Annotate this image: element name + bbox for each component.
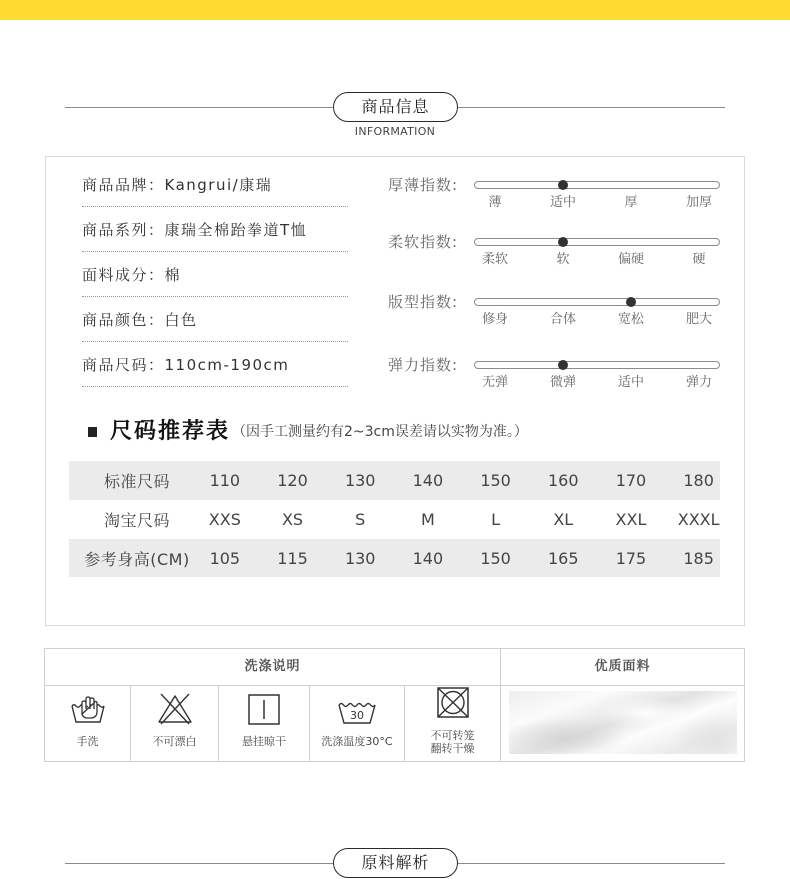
product-info-label: 商品尺码： bbox=[82, 356, 165, 374]
index-marker bbox=[558, 180, 568, 190]
index-label: 柔软指数: bbox=[388, 233, 459, 251]
care-item-label: 手洗 bbox=[76, 735, 99, 748]
product-info-value: 白色 bbox=[164, 311, 198, 329]
product-info-value: 康瑞全棉跆拳道T恤 bbox=[164, 221, 308, 239]
product-info-value: 棉 bbox=[164, 266, 182, 284]
product-info-value: 110cm-190cm bbox=[164, 356, 290, 374]
table-cell: 175 bbox=[615, 548, 647, 568]
row-header: 标准尺码 bbox=[103, 472, 170, 491]
table-cell: 110 bbox=[209, 471, 241, 490]
divider-line bbox=[65, 863, 333, 864]
care-item bbox=[45, 686, 131, 761]
index-level: 薄 bbox=[488, 195, 502, 210]
care-icons-row bbox=[45, 686, 500, 761]
table-cell: 150 bbox=[480, 471, 511, 490]
divider-line bbox=[65, 107, 333, 108]
index-level: 厚 bbox=[624, 195, 638, 210]
wash-temperature-text: 30 bbox=[350, 709, 364, 722]
index-track bbox=[474, 238, 720, 246]
product-info-label: 面料成分： bbox=[82, 266, 165, 284]
index-level: 适中 bbox=[549, 195, 576, 210]
index-label: 弹力指数: bbox=[388, 356, 459, 374]
index-softness bbox=[388, 231, 748, 271]
table-cell: XXS bbox=[208, 510, 241, 529]
product-info-panel bbox=[45, 156, 745, 626]
care-item-label: 悬挂晾干 bbox=[242, 735, 286, 748]
care-header-row bbox=[45, 649, 744, 686]
index-elasticity bbox=[388, 354, 748, 394]
table-cell: 140 bbox=[412, 548, 444, 568]
size-chart-title: 尺码推荐表 bbox=[110, 419, 231, 444]
index-level: 修身 bbox=[481, 312, 508, 327]
section-subtitle: INFORMATION bbox=[354, 125, 436, 138]
index-marker bbox=[558, 237, 568, 247]
index-level: 硬 bbox=[692, 252, 706, 267]
care-item bbox=[131, 686, 219, 761]
table-cell: 130 bbox=[344, 548, 376, 568]
divider-line bbox=[458, 863, 725, 864]
column-divider bbox=[500, 649, 501, 761]
index-scale bbox=[461, 354, 733, 394]
product-info-label: 商品品牌： bbox=[82, 176, 165, 194]
table-cell: 140 bbox=[412, 471, 444, 490]
row-header: 参考身高(CM) bbox=[84, 549, 190, 569]
product-info-row bbox=[82, 354, 348, 387]
care-item-label: 不可漂白 bbox=[152, 735, 197, 748]
product-info-row bbox=[82, 174, 348, 207]
index-level: 加厚 bbox=[685, 195, 712, 210]
product-info-row bbox=[82, 264, 348, 297]
index-level: 微弹 bbox=[549, 375, 576, 390]
table-cell: L bbox=[491, 510, 501, 529]
index-level: 合体 bbox=[549, 312, 576, 327]
table-cell: 130 bbox=[344, 471, 376, 490]
index-scale bbox=[461, 174, 733, 214]
no-tumble-dry-icon bbox=[432, 687, 474, 719]
index-level: 柔软 bbox=[481, 252, 508, 267]
index-fit bbox=[388, 291, 748, 331]
fabric-image bbox=[509, 691, 737, 754]
index-label: 版型指数: bbox=[388, 293, 459, 311]
table-cell: XXXL bbox=[677, 510, 720, 529]
index-levels bbox=[461, 311, 733, 329]
index-track bbox=[474, 361, 720, 369]
table-cell: 105 bbox=[209, 548, 241, 568]
table-cell: 115 bbox=[277, 548, 308, 568]
index-scale bbox=[461, 291, 733, 331]
index-level: 肥大 bbox=[685, 312, 712, 327]
care-item-label: 洗涤温度30°C bbox=[321, 735, 393, 748]
table-cell: XL bbox=[553, 510, 574, 529]
table-cell: 185 bbox=[683, 548, 714, 568]
care-title: 洗涤说明 bbox=[244, 659, 301, 674]
product-info-label: 商品颜色： bbox=[82, 311, 165, 329]
no-bleach-icon bbox=[154, 693, 196, 725]
table-cell: 160 bbox=[548, 471, 579, 490]
wash-30-icon bbox=[336, 693, 378, 725]
index-scale bbox=[461, 231, 733, 271]
table-cell: 150 bbox=[480, 548, 511, 568]
divider-line bbox=[458, 107, 725, 108]
care-item-label: 不可转笼 翻转干燥 bbox=[430, 729, 475, 755]
square-bullet-icon bbox=[88, 427, 97, 437]
section-header-material bbox=[0, 848, 790, 878]
product-info-row bbox=[82, 219, 348, 252]
hang-dry-icon bbox=[243, 693, 285, 725]
index-track bbox=[474, 181, 720, 189]
table-cell: XS bbox=[281, 510, 304, 529]
table-cell: XXL bbox=[615, 510, 647, 529]
size-chart-note: （因手工测量约有2~3cm误差请以实物为准。） bbox=[232, 424, 528, 440]
product-info-label: 商品系列： bbox=[82, 221, 165, 239]
section-title: 原料解析 bbox=[333, 848, 458, 878]
table-cell: S bbox=[355, 510, 366, 529]
care-item bbox=[405, 686, 500, 761]
table-cell: 120 bbox=[277, 471, 308, 490]
care-item bbox=[219, 686, 310, 761]
index-levels bbox=[461, 251, 733, 269]
index-label: 厚薄指数: bbox=[388, 176, 459, 194]
index-track bbox=[474, 298, 720, 306]
index-thickness bbox=[388, 174, 748, 214]
table-cell: 180 bbox=[683, 471, 714, 490]
index-levels bbox=[461, 194, 733, 212]
top-accent-bar bbox=[0, 0, 790, 20]
fabric-title: 优质面料 bbox=[594, 659, 651, 674]
table-cell: 165 bbox=[548, 548, 579, 568]
table-row bbox=[69, 461, 720, 500]
index-marker bbox=[558, 360, 568, 370]
index-level: 适中 bbox=[617, 375, 644, 390]
section-title: 商品信息 bbox=[333, 92, 458, 122]
table-cell: M bbox=[421, 510, 435, 529]
product-info-value: Kangrui/康瑞 bbox=[164, 176, 273, 194]
index-level: 宽松 bbox=[617, 312, 644, 327]
size-chart-heading bbox=[88, 418, 528, 446]
index-marker bbox=[626, 297, 636, 307]
row-header: 淘宝尺码 bbox=[103, 511, 170, 530]
index-levels bbox=[461, 374, 733, 392]
size-chart-table bbox=[69, 461, 720, 577]
table-row bbox=[69, 539, 720, 577]
index-level: 无弹 bbox=[481, 375, 508, 390]
table-cell: 170 bbox=[615, 471, 647, 490]
section-header-info bbox=[0, 92, 790, 122]
care-item bbox=[310, 686, 405, 761]
hand-wash-icon bbox=[67, 693, 109, 725]
product-info-row bbox=[82, 309, 348, 342]
care-panel bbox=[44, 648, 745, 762]
table-row bbox=[69, 500, 720, 539]
index-level: 偏硬 bbox=[617, 252, 644, 267]
index-level: 弹力 bbox=[685, 375, 712, 390]
index-level: 软 bbox=[556, 252, 570, 267]
